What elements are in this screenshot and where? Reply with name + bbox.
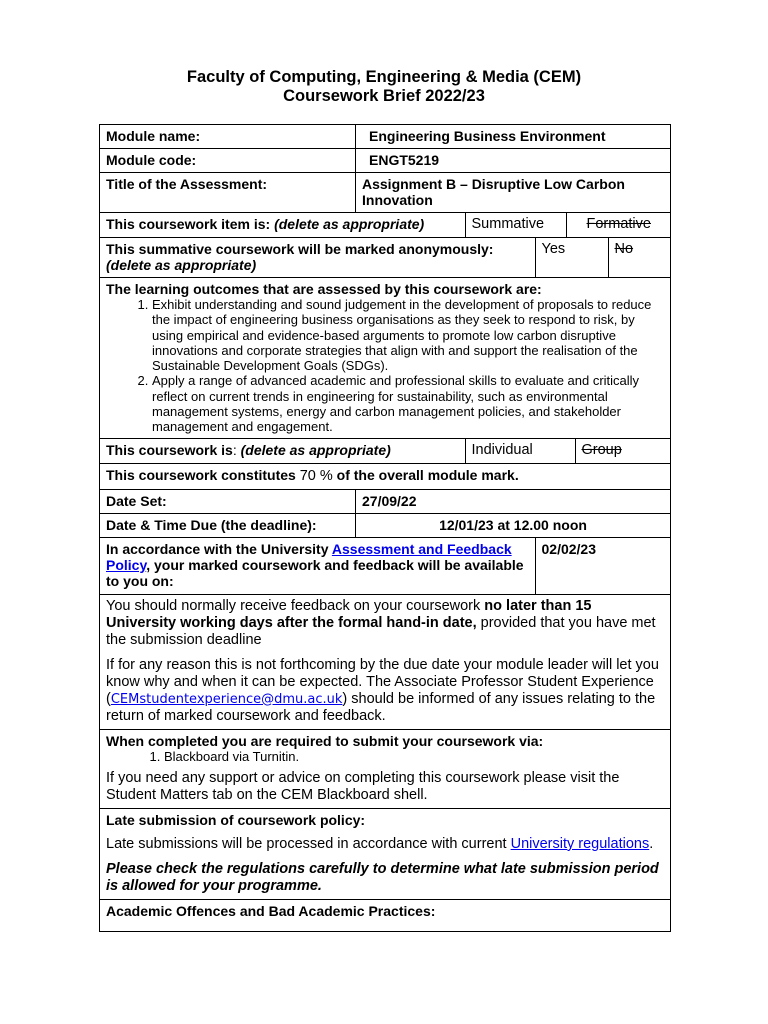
module-name-label: Module name: bbox=[100, 125, 356, 149]
formative-option-struck: Formative bbox=[566, 213, 671, 237]
no-option-struck: No bbox=[608, 238, 671, 277]
date-due-row bbox=[100, 513, 671, 537]
coursework-mode-colon: : bbox=[232, 441, 241, 458]
weighting-prefix: This coursework constitutes bbox=[106, 466, 300, 483]
module-code-value: ENGT5219 bbox=[356, 149, 671, 173]
coursework-mode-row bbox=[100, 438, 671, 463]
assessment-feedback-policy-link[interactable]: Assessment and Feedback Policy bbox=[106, 540, 512, 573]
academic-offences-heading: Academic Offences and Bad Academic Practices: bbox=[106, 902, 436, 919]
late-policy-heading: Late submission of coursework policy: bbox=[106, 811, 366, 828]
feedback-prefix: In accordance with the University bbox=[106, 540, 332, 557]
university-regulations-link[interactable]: University regulations bbox=[510, 835, 650, 852]
submission-method-item: 1. Blackboard via Turnitin. bbox=[164, 749, 664, 764]
late-policy-warning: Please check the regulations carefully to determine what late submission period is allowed for your programme. bbox=[106, 860, 659, 894]
feedback-info-row bbox=[100, 594, 671, 729]
late-policy-row bbox=[100, 808, 671, 899]
learning-outcomes-list bbox=[106, 297, 664, 435]
feedback-date-row bbox=[100, 537, 671, 594]
date-set-value: 27/09/22 bbox=[356, 489, 671, 513]
submission-heading: When completed you are required to submit your coursework via: bbox=[106, 732, 544, 749]
module-code-label: Module code: bbox=[100, 149, 356, 173]
submission-row bbox=[100, 729, 671, 808]
yes-option: Yes bbox=[535, 238, 608, 277]
weighting-value: 70 % bbox=[299, 467, 333, 484]
anonymous-row bbox=[100, 238, 671, 278]
coursework-mode-label: This coursework is bbox=[106, 441, 233, 458]
module-code-row bbox=[100, 149, 671, 173]
date-set-label: Date Set: bbox=[100, 489, 356, 513]
support-text: If you need any support or advice on completing this coursework please visit the Student Matters tab on the CEM Blackboard shell. bbox=[106, 769, 620, 803]
module-name-value: Engineering Business Environment bbox=[356, 125, 671, 149]
date-due-value: 12/01/23 at 12.00 noon bbox=[356, 513, 671, 537]
summative-option: Summative bbox=[465, 213, 566, 237]
late-policy-paragraph bbox=[106, 836, 664, 853]
learning-outcomes-heading: The learning outcomes that are assessed by this coursework are: bbox=[106, 281, 542, 297]
feedback-suffix: , your marked coursework and feedback will be available to you on: bbox=[106, 556, 524, 589]
learning-outcome-item: 2. Apply a range of advanced academic and professional skills to evaluate and critically reflect on current trends in engineering for sustainability, such as environmental management systems, energy and carbon management policies, and stakeholder management and engagement. bbox=[152, 373, 664, 434]
date-set-row bbox=[100, 489, 671, 513]
feedback-timing-text: You should normally receive feedback on your coursework bbox=[106, 597, 485, 614]
brief-title: Coursework Brief 2022/23 bbox=[283, 87, 485, 105]
group-option-struck: Group bbox=[575, 439, 671, 463]
module-name-row bbox=[100, 125, 671, 149]
feedback-escalation-paragraph bbox=[106, 657, 664, 725]
feedback-timing-tail: provided that you have met the submission deadline bbox=[106, 614, 656, 648]
student-experience-email-link[interactable]: CEMstudentexperience@dmu.ac.uk bbox=[110, 691, 343, 707]
late-policy-period: . bbox=[649, 835, 654, 852]
weighting-row bbox=[100, 463, 671, 489]
faculty-title: Faculty of Computing, Engineering & Media (CEM) bbox=[186, 68, 582, 86]
assessment-title-value: Assignment B – Disruptive Low Carbon Innovation bbox=[356, 173, 671, 213]
feedback-timing-emphasis: no later than 15 University working days after the formal hand-in date, bbox=[106, 597, 592, 631]
item-type-row bbox=[100, 213, 671, 238]
anonymous-label: This summative coursework will be marked anonymously: bbox=[106, 241, 494, 257]
feedback-escalation-tail: ) should be informed of any issues relating to the return of marked coursework and feedback. bbox=[106, 690, 656, 724]
weighting-suffix: of the overall module mark. bbox=[332, 466, 519, 483]
late-policy-text: Late submissions will be processed in accordance with current bbox=[106, 835, 511, 852]
item-type-label: This coursework item is: bbox=[106, 216, 275, 232]
anonymous-hint: (delete as appropriate) bbox=[106, 257, 257, 273]
feedback-escalation-text: If for any reason this is not forthcoming by the due date your module leader will let you know why and when it can be expected. The Associate Professor Student Experience ( bbox=[106, 656, 659, 707]
submission-method-list bbox=[106, 749, 664, 764]
learning-outcome-item: 1. Exhibit understanding and sound judgement in the development of proposals to reduce the impact of engineering business organisations as they seek to respond to risk, by using empirical and evidence-based arguments to promote low carbon disruptive innovations and corporate strategies that align with and support the realisation of the Sustainable Development Goals (SDGs). bbox=[152, 297, 664, 373]
page-heading bbox=[0, 68, 768, 106]
assessment-title-row bbox=[100, 173, 671, 213]
item-type-hint: (delete as appropriate) bbox=[274, 216, 425, 232]
academic-offences-row bbox=[100, 899, 671, 931]
individual-option: Individual bbox=[465, 439, 575, 463]
assessment-title-label: Title of the Assessment: bbox=[100, 173, 356, 213]
learning-outcomes-row bbox=[100, 278, 671, 439]
coursework-brief-table bbox=[99, 124, 671, 932]
coursework-mode-hint: (delete as appropriate) bbox=[240, 441, 391, 458]
date-due-label: Date & Time Due (the deadline): bbox=[100, 513, 356, 537]
feedback-timing-paragraph bbox=[106, 598, 664, 649]
feedback-date-value: 02/02/23 bbox=[535, 538, 671, 594]
